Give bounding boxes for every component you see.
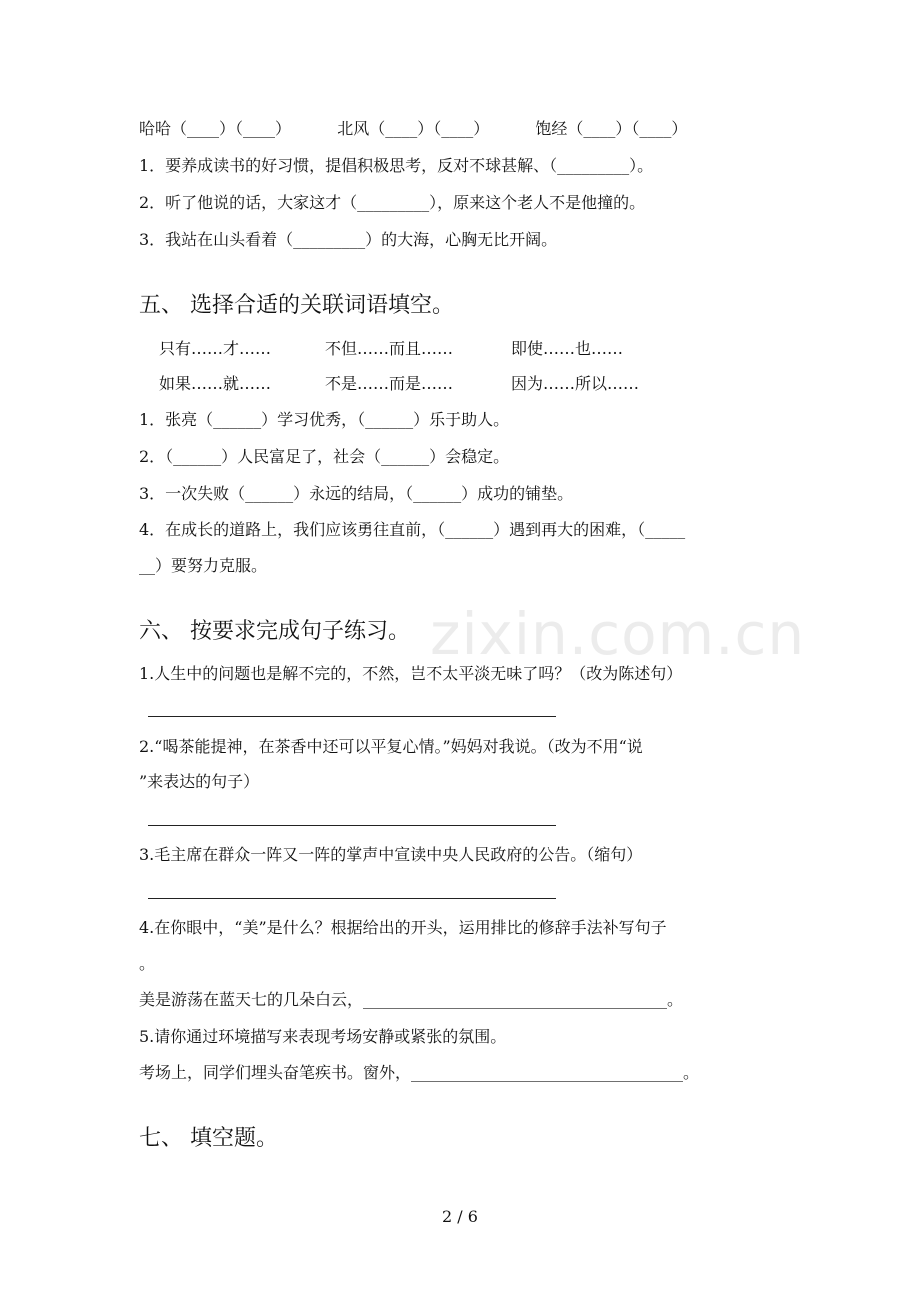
conj-word: 即使……也……: [511, 339, 624, 358]
conj-row-1: [159, 339, 623, 359]
s6-q4-answer: 美是游荡在蓝天七的几朵白云，______________________________________。: [139, 990, 684, 1009]
conj-word: 只有……才……: [159, 339, 272, 358]
s6-q1: 1.人生中的问题也是解不完的，不然，岂不太平淡无味了吗？（改为陈述句）: [139, 664, 683, 683]
s5-q4-line2: __）要努力克服。: [139, 556, 268, 575]
conj-word: 不但……而且……: [325, 339, 454, 358]
s6-q2-line1: 2.“喝茶能提神，在茶香中还可以平复心情。”妈妈对我说。（改为不用“说: [139, 737, 643, 756]
s4-q3: 3．我站在山头看着（_________）的大海，心胸无比开阔。: [139, 230, 558, 249]
antonym-3: 饱经（____）（____）: [535, 119, 688, 138]
antonym-row: [139, 119, 687, 139]
s6-q4-line2: 。: [139, 954, 156, 973]
s6-q3: 3.毛主席在群众一阵又一阵的掌声中宣读中央人民政府的公告。（缩句）: [139, 845, 643, 864]
s6-q5-answer: 考场上，同学们埋头奋笔疾书。窗外，__________________________________。: [139, 1063, 700, 1082]
s5-q1: 1．张亮（______）学习优秀，（______）乐于助人。: [139, 410, 510, 429]
section-6-title: 六、 按要求完成句子练习。: [139, 619, 410, 644]
answer-line: [148, 716, 556, 717]
conj-row-2: [159, 374, 639, 394]
conj-word: 如果……就……: [159, 374, 272, 393]
antonym-2: 北风（____）（____）: [337, 119, 490, 138]
answer-line: [148, 825, 556, 826]
section-7-title: 七、 填空题。: [139, 1126, 278, 1151]
s4-q1: 1．要养成读书的好习惯，提倡积极思考，反对不球甚解、（_________）。: [139, 156, 654, 175]
answer-line: [148, 898, 556, 899]
antonym-1: 哈哈（____）（____）: [139, 119, 292, 138]
s5-q2: 2．（______）人民富足了，社会（______）会稳定。: [139, 447, 510, 466]
conj-word: 不是……而是……: [325, 374, 454, 393]
s5-q3: 3．一次失败（______）永远的结局，（______）成功的铺垫。: [139, 484, 574, 503]
page-number: 2 / 6: [442, 1207, 478, 1226]
s5-q4-line1: 4．在成长的道路上，我们应该勇往直前，（______）遇到再大的困难，（_____: [139, 520, 686, 539]
conj-word: 因为……所以……: [511, 374, 640, 393]
s6-q4-line1: 4.在你眼中，“美”是什么？根据给出的开头，运用排比的修辞手法补写句子: [139, 918, 667, 937]
s4-q2: 2．听了他说的话，大家这才（_________），原来这个老人不是他撞的。: [139, 193, 646, 212]
s6-q5-line1: 5.请你通过环境描写来表现考场安静或紧张的氛围。: [139, 1027, 507, 1046]
s6-q2-line2: ”来表达的句子）: [139, 772, 260, 791]
watermark: zixin.com.cn: [430, 600, 806, 668]
section-5-title: 五、 选择合适的关联词语填空。: [139, 293, 454, 318]
